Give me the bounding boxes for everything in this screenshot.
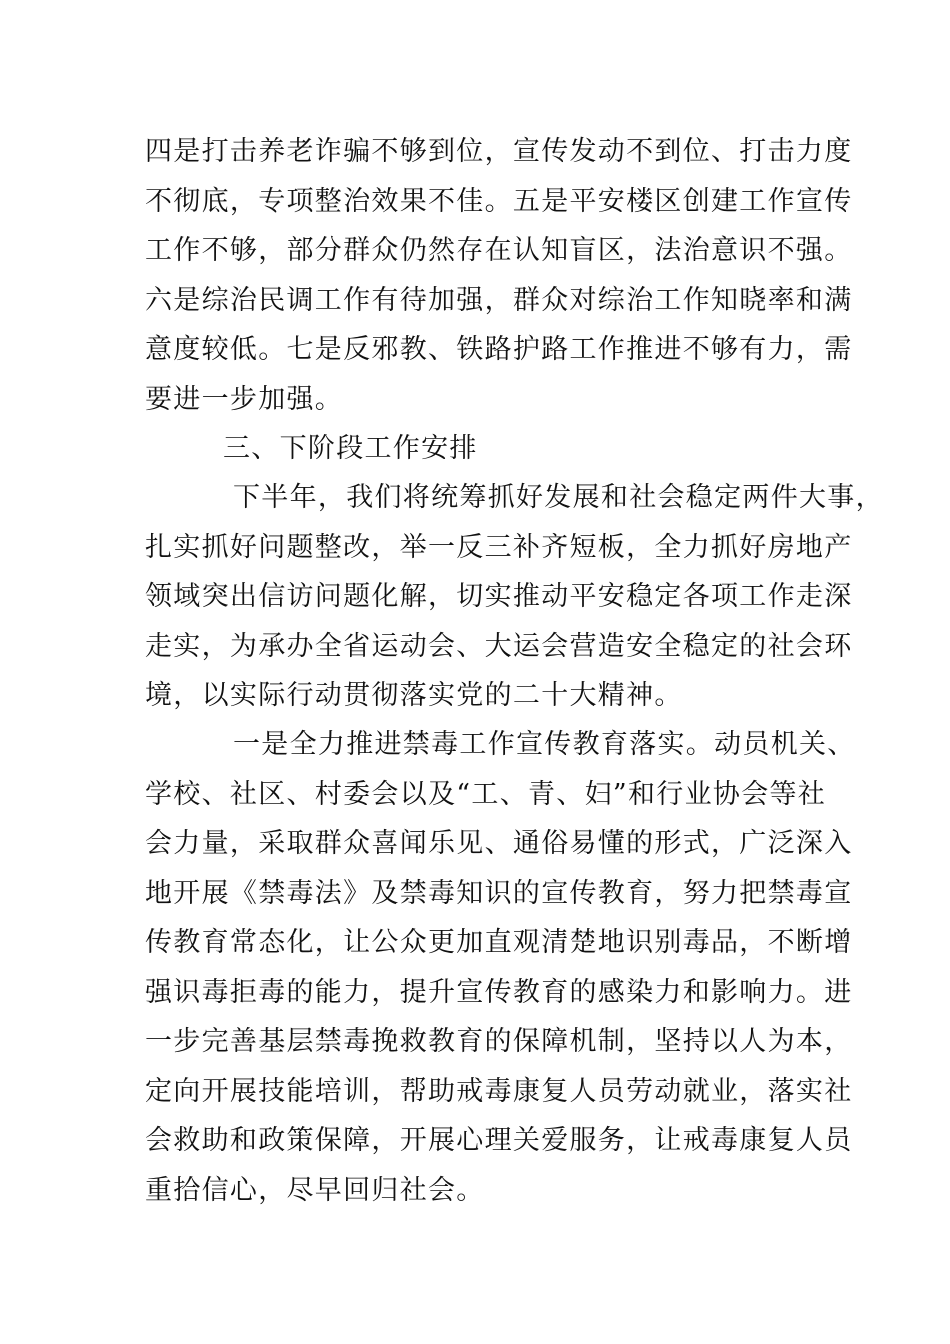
text-line: 要进一步加强。 <box>145 383 344 415</box>
text-line: 强识毒拒毒的能力，提升宣传教育的感染力和影响力。进 <box>145 976 853 1008</box>
text-line: 领域突出信访问题化解，切实推动平安稳定各项工作走深 <box>145 581 853 612</box>
section-heading <box>145 424 835 474</box>
text-line: 传教育常态化，让公众更加直观清楚地识别毒品，不断增 <box>145 927 853 958</box>
text-line: 学校、社区、村委会以及“工、青、妇”和行业协会等社 <box>145 778 827 810</box>
text-line: 会力量，采取群众喜闻乐见、通俗易懂的形式，广泛深入 <box>145 828 853 859</box>
text-line: 不彻底，专项整治效果不佳。五是平安楼区创建工作宣传 <box>145 185 853 217</box>
text-line: 会救助和政策保障，开展心理关爱服务，让戒毒康复人员 <box>145 1125 853 1156</box>
text-line: 六是综治民调工作有待加强，群众对综治工作知晓率和满 <box>145 284 853 316</box>
text-line: 四是打击养老诈骗不够到位，宣传发动不到位、打击力度 <box>145 136 853 167</box>
text-line: 工作不够，部分群众仍然存在认知盲区，法治意识不强。 <box>145 235 853 266</box>
text-line: 一是全力推进禁毒工作宣传教育落实。动员机关、 <box>233 729 856 760</box>
paragraph-overview <box>145 473 884 721</box>
text-line: 境，以实际行动贯彻落实党的二十大精神。 <box>145 680 683 711</box>
text-line: 下半年，我们将统筹抓好发展和社会稳定两件大事， <box>233 482 884 513</box>
text-line: 意度较低。七是反邪教、铁路护路工作推进不够有力，需 <box>145 334 853 365</box>
text-line: 地开展《禁毒法》及禁毒知识的宣传教育，努力把禁毒宣 <box>145 877 853 909</box>
text-line: 一步完善基层禁毒挽救教育的保障机制，坚持以人为本， <box>145 1026 853 1057</box>
text-line: 走实，为承办全省运动会、大运会营造安全稳定的社会环 <box>145 630 853 662</box>
text-line: 定向开展技能培训，帮助戒毒康复人员劳动就业，落实社 <box>145 1075 853 1107</box>
paragraph-item-1 <box>145 720 856 1215</box>
text-line: 扎实抓好问题整改，举一反三补齐短板，全力抓好房地产 <box>145 531 853 563</box>
paragraph-problems-continuation <box>145 127 853 424</box>
section-heading-text: 三、下阶段工作安排 <box>223 433 478 464</box>
text-line: 重拾信心，尽早回归社会。 <box>145 1174 485 1206</box>
